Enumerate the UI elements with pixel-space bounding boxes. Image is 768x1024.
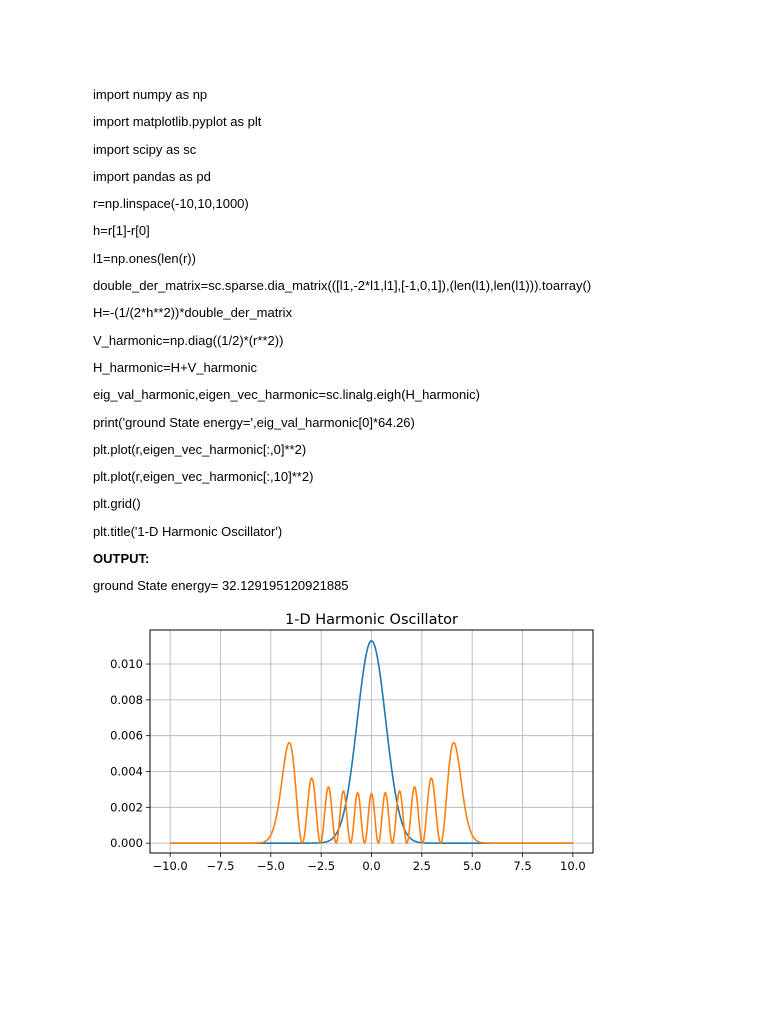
x-tick-label: 7.5: [513, 859, 532, 873]
code-line: plt.plot(r,eigen_vec_harmonic[:,0]**2): [93, 441, 307, 457]
x-tick-label: 0.0: [362, 859, 381, 873]
code-line: import matplotlib.pyplot as plt: [93, 114, 262, 130]
x-tick-label: −2.5: [307, 859, 336, 873]
code-line: l1=np.ones(len(r)): [93, 250, 196, 266]
code-document: [93, 86, 733, 605]
code-line: plt.title('1-D Harmonic Oscillator'): [93, 523, 283, 539]
code-line: import scipy as sc: [93, 141, 197, 157]
code-line: H=-(1/(2*h**2))*double_der_matrix: [93, 305, 293, 321]
x-tick-label: −10.0: [152, 859, 188, 873]
grid: [150, 630, 593, 853]
line-chart: [90, 606, 610, 876]
output-text: ground State energy= 32.129195120921885: [93, 578, 349, 594]
chart-title: 1-D Harmonic Oscillator: [285, 612, 458, 628]
output-heading: OUTPUT:: [93, 551, 150, 567]
code-line: double_der_matrix=sc.sparse.dia_matrix(([l1,-2*l1,l1],[-1,0,1]),(len(l1),len(l1))).toarray(): [93, 278, 592, 294]
x-tick-label: −7.5: [206, 859, 235, 873]
code-line: H_harmonic=H+V_harmonic: [93, 359, 258, 375]
code-line: V_harmonic=np.diag((1/2)*(r**2)): [93, 332, 284, 348]
code-line: plt.grid(): [93, 496, 141, 512]
y-tick-label: 0.004: [110, 764, 143, 779]
y-tick-label: 0.000: [110, 836, 143, 851]
x-tick-label: 5.0: [463, 859, 482, 873]
ticks: [110, 657, 586, 873]
x-tick-label: −5.0: [256, 859, 285, 873]
code-line: eig_val_harmonic,eigen_vec_harmonic=sc.linalg.eigh(H_harmonic): [93, 387, 480, 403]
x-tick-label: 2.5: [412, 859, 431, 873]
code-line: h=r[1]-r[0]: [93, 223, 150, 239]
y-tick-label: 0.006: [110, 728, 143, 743]
code-line: import numpy as np: [93, 87, 208, 102]
y-tick-label: 0.002: [110, 800, 143, 815]
code-line: r=np.linspace(-10,10,1000): [93, 196, 249, 212]
y-tick-label: 0.008: [110, 692, 143, 707]
code-line: plt.plot(r,eigen_vec_harmonic[:,10]**2): [93, 469, 314, 485]
code-line: print('ground State energy=',eig_val_harmonic[0]*64.26): [93, 414, 415, 430]
y-tick-label: 0.010: [110, 657, 143, 672]
code-line: import pandas as pd: [93, 168, 211, 184]
x-tick-label: 10.0: [560, 859, 586, 873]
harmonic-oscillator-figure: [90, 606, 610, 876]
